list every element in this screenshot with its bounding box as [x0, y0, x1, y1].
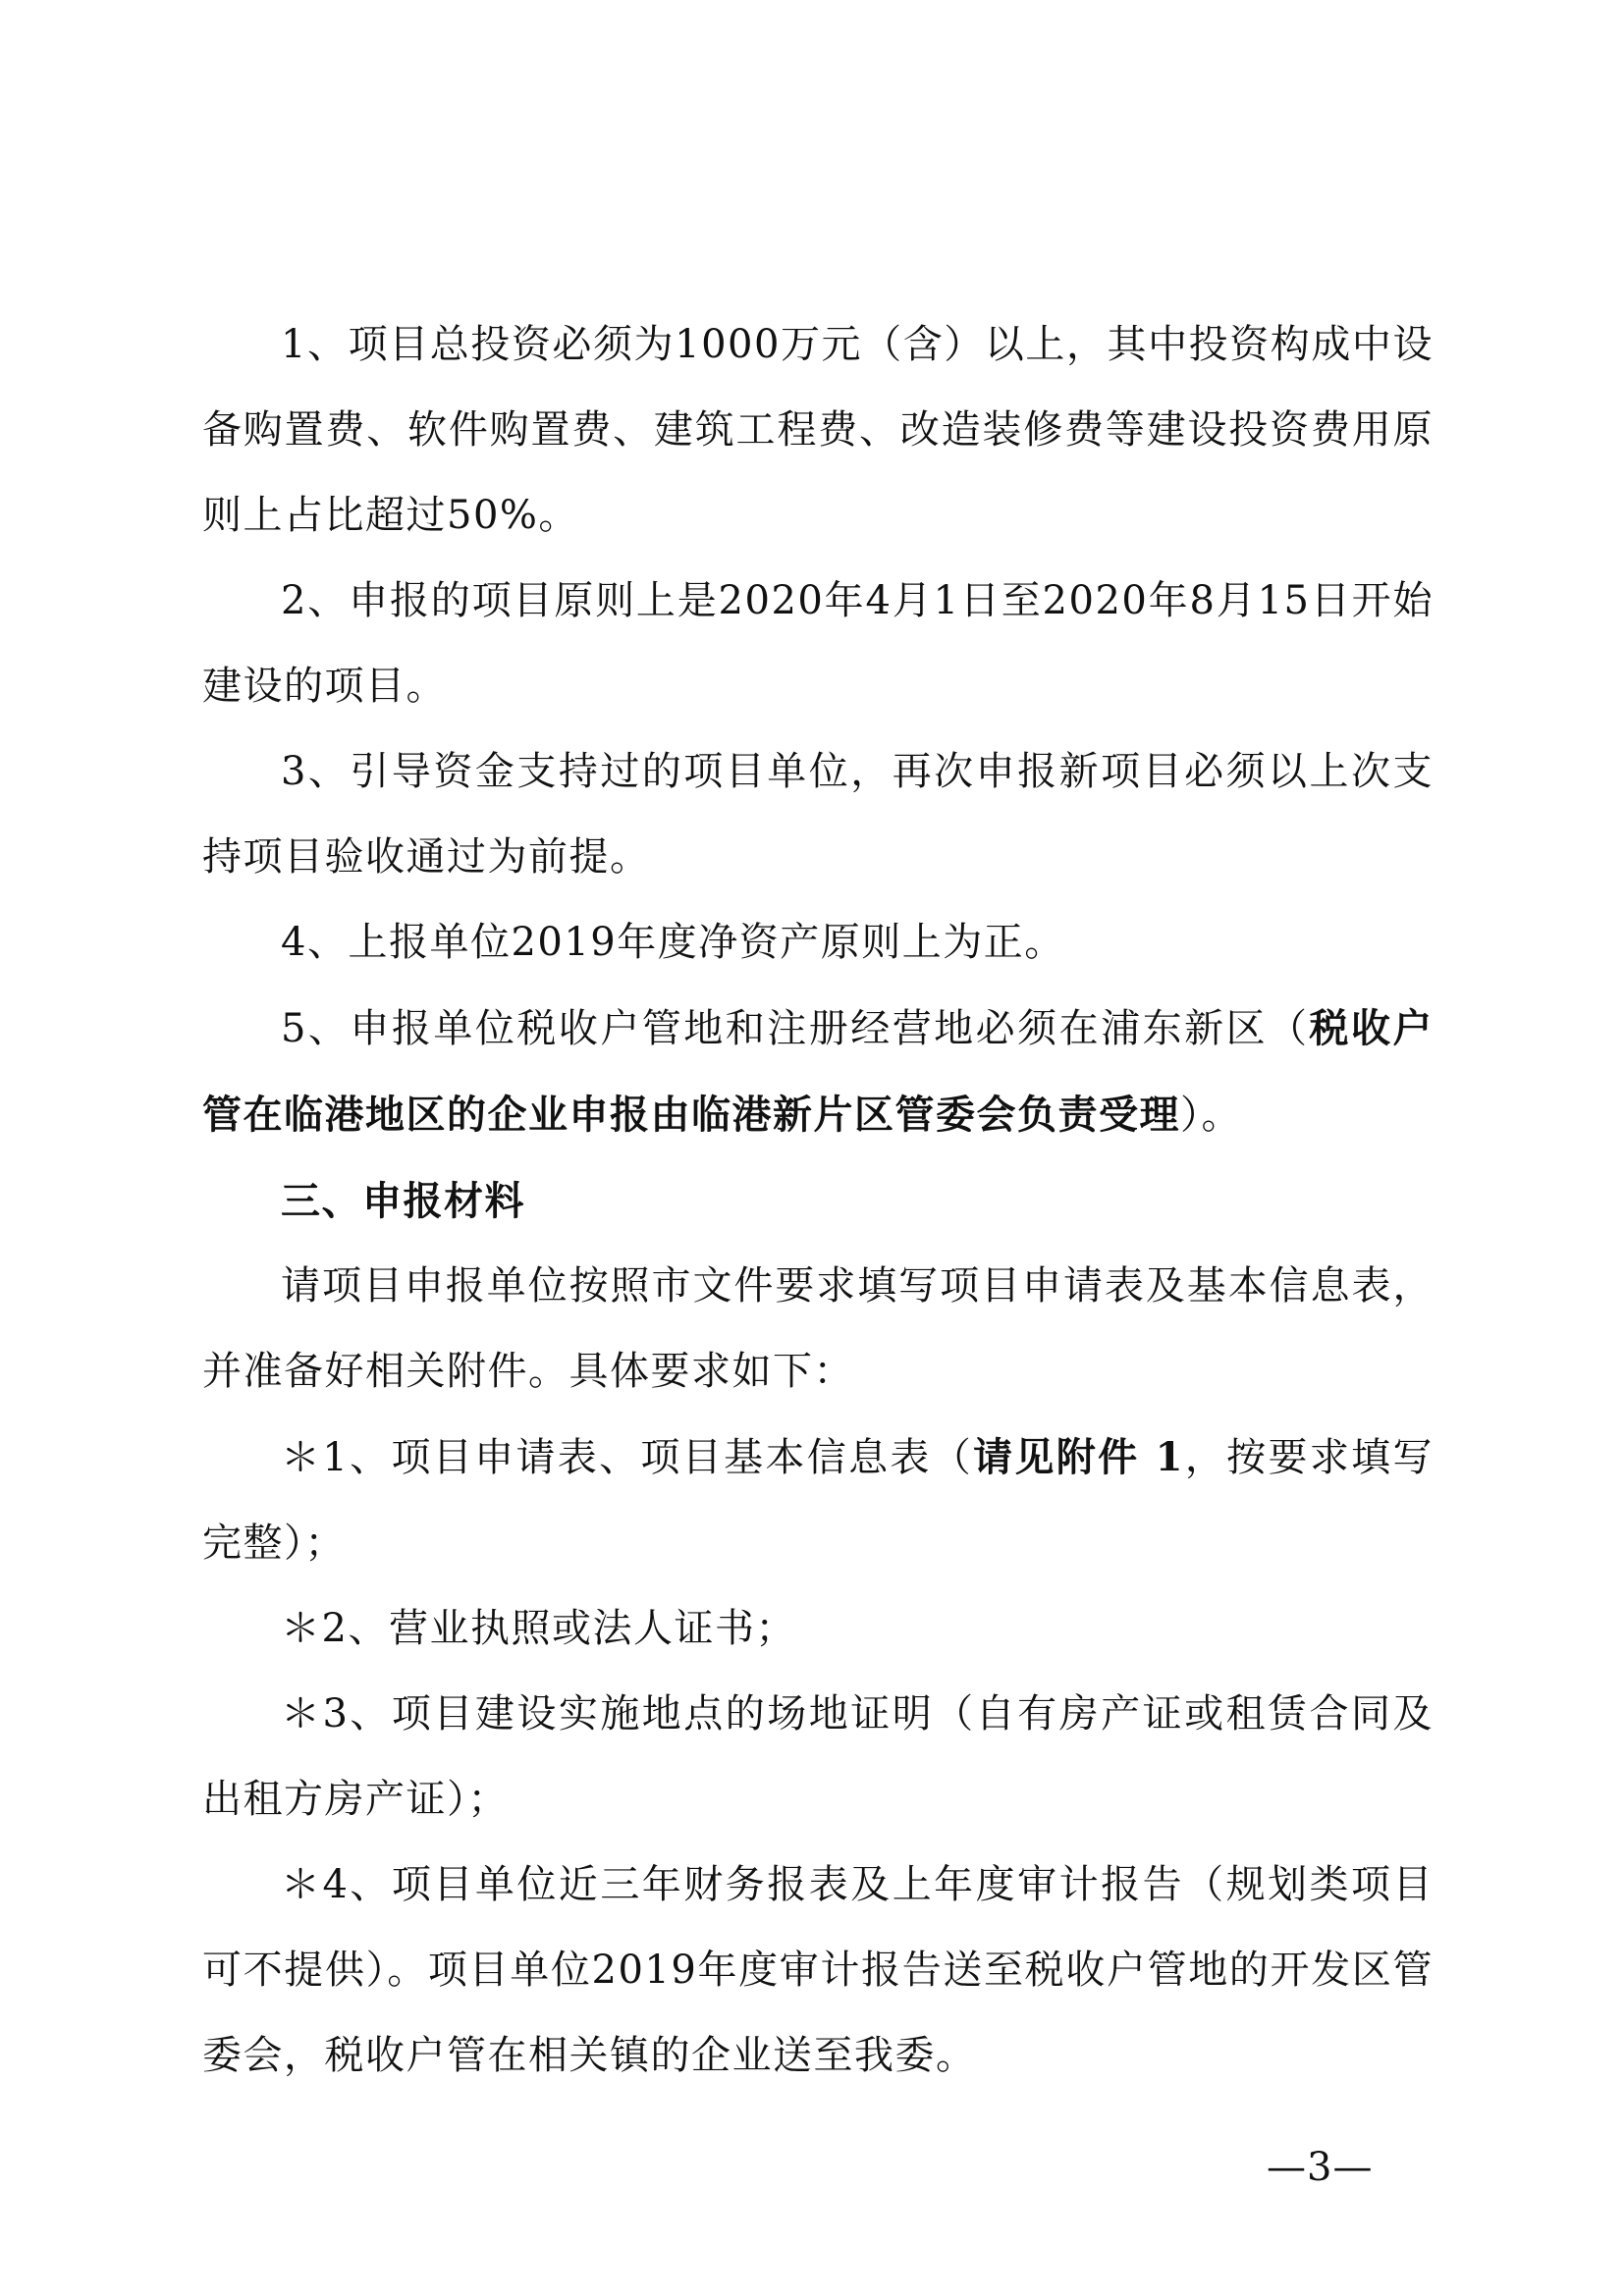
paragraph-material-3: ＊3、项目建设实施地点的场地证明（自有房产证或租赁合同及出租方房产证）；: [202, 1691, 1434, 1822]
paragraph-requirement-4: 4、上报单位2019年度净资产原则上为正。: [281, 920, 1065, 965]
paragraph-requirement-5-tail: ）。: [1180, 1093, 1242, 1138]
paragraph-requirement-5-text: 5、申报单位税收户管地和注册经营地必须在浦东新区（: [281, 1006, 1310, 1051]
paragraph-material-1-tail: ，按要求填写完整）；: [202, 1435, 1435, 1566]
paragraph-material-1-text: ＊1、项目申请表、项目基本信息表（: [281, 1435, 974, 1480]
paragraph-material-1: [202, 1415, 1434, 1586]
paragraph-requirement-3: 3、引导资金支持过的项目单位，再次申报新项目必须以上次支持项目验收通过为前提。: [202, 749, 1434, 880]
paragraph-requirement-2: 2、申报的项目原则上是2020年4月1日至2020年8月15日开始建设的项目。: [202, 578, 1434, 709]
page-number: —3—: [1267, 2145, 1374, 2190]
paragraph-material-1-bold-note: 请见附件 1: [973, 1434, 1185, 1480]
paragraph-requirement-5-bold-note: 税收户管在临港地区的企业申报由临港新片区管委会负责受理: [202, 1005, 1434, 1138]
document-body: [202, 302, 1434, 2099]
paragraph-requirement-5: [202, 986, 1434, 1158]
paragraph-requirement-1: 1、项目总投资必须为1000万元（含）以上，其中投资构成中设备购置费、软件购置费、建筑工程费、改造装修费等建设投资费用原则上占比超过50%。: [202, 322, 1434, 538]
paragraph-materials-intro: 请项目申报单位按照市文件要求填写项目申请表及基本信息表，并准备好相关附件。具体要求如下：: [202, 1263, 1434, 1394]
paragraph-material-4: ＊4、项目单位近三年财务报表及上年度审计报告（规划类项目可不提供）。项目单位2019年度审计报告送至税收户管地的开发区管委会，税收户管在相关镇的企业送至我委。: [202, 1862, 1434, 2078]
paragraph-material-2: ＊2、营业执照或法人证书；: [281, 1606, 796, 1651]
section-heading-materials: 三、申报材料: [281, 1178, 525, 1224]
